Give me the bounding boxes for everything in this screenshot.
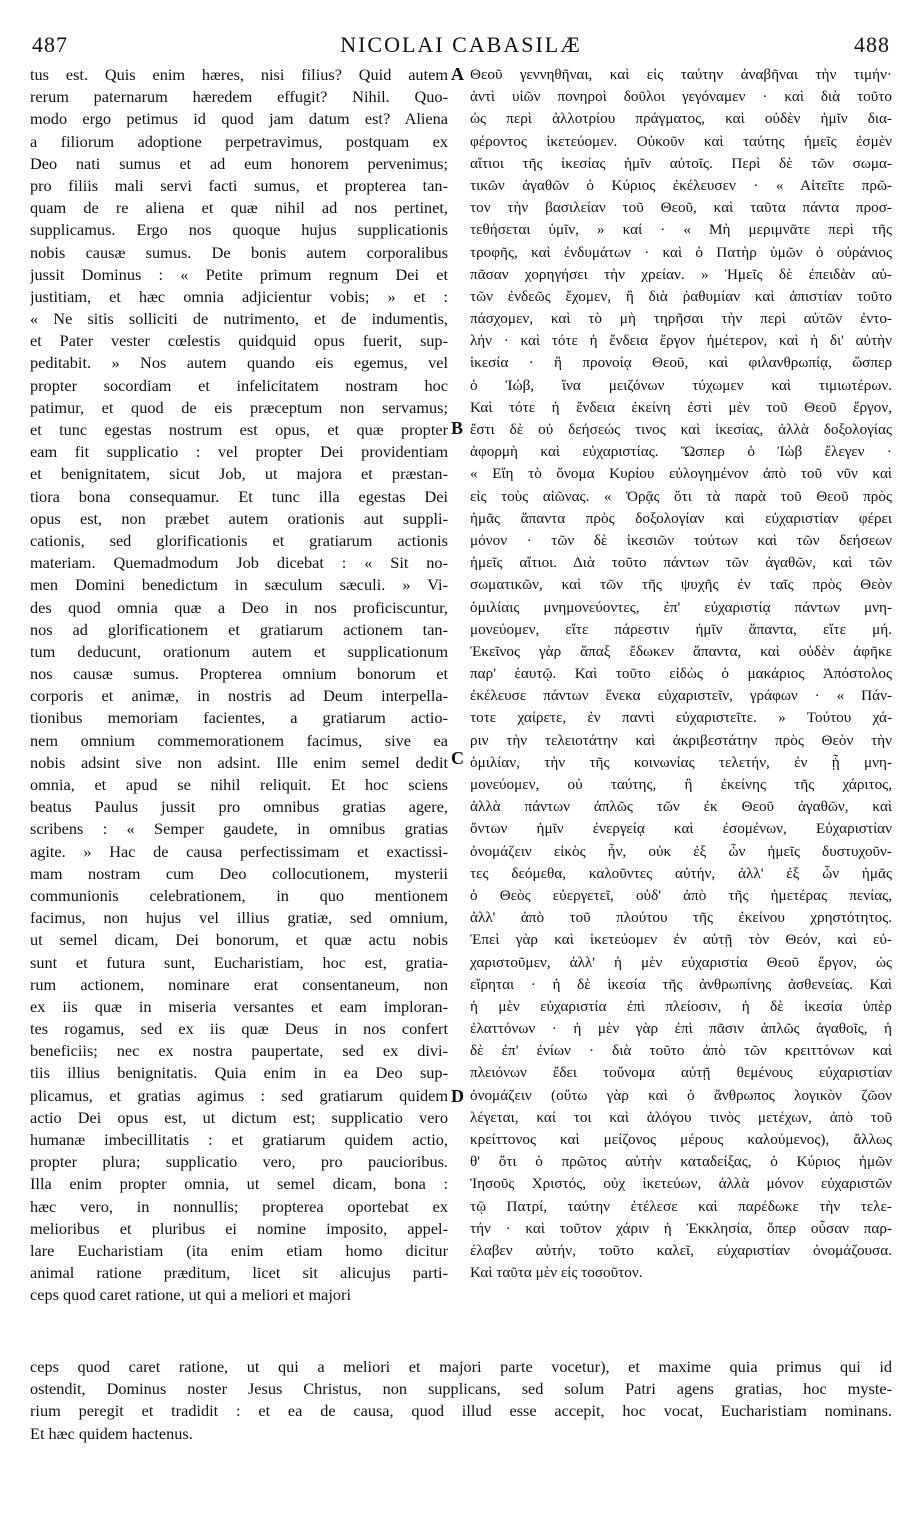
latin-text-line: patimur, et quod de eis præceptum non servamus; — [30, 397, 448, 417]
latin-text-line: actio Dei opus est, ut dictum est; supplicatio vero — [30, 1107, 448, 1127]
page-number-left: 487 — [32, 32, 68, 57]
page-header — [30, 32, 892, 62]
greek-text-line: τροφῆς, καὶ ἐνδυμάτων · καὶ ὁ Πατὴρ ὑμῶν ὁ οὐράνιος — [470, 243, 892, 261]
latin-text-line: a filiorum adoptione perpetravimus, postquam ex — [30, 131, 448, 151]
greek-text-line: πάσχομεν, καὶ τὸ μὴ τηρῆσαι τὴν περὶ αὐτῶν ἐντο- — [470, 310, 892, 328]
latin-text-line: nobis adsint sive non adsint. Ille enim semel dedit — [30, 752, 448, 772]
latin-text-line: lare Eucharistiam (ita enim etiam homo dicitur — [30, 1240, 448, 1260]
bottom-text-line: ceps quod caret ratione, ut qui a meliori et majori parte vocetur), et maxime quia primus qui id — [30, 1357, 892, 1376]
greek-text-line: ἡ μὲν εὐχαριστία ἐπὶ πλείοσιν, ἡ δὲ ἱκεσία ὑπὲρ — [470, 997, 892, 1015]
greek-text-line: τῶν ἐνδεῶς ἔχομεν, ἢ διὰ ῥαθυμίαν καὶ ἀπιστίαν τοῦτο — [470, 287, 892, 305]
greek-text-line: ὁμιλίαις μνημονεύοντες, ἐπ' εὐχαριστίᾳ πάντων μνη- — [470, 598, 892, 616]
section-marker-a: A — [451, 64, 464, 84]
greek-text-line: Ἐκεῖνος γὰρ ἅπαξ ἔδωκεν ἅπαντα, καὶ οὐδὲν ἀφῆκε — [470, 642, 892, 660]
greek-text-line: Καὶ ταῦτα μὲν εἰς τοσοῦτον. — [470, 1264, 643, 1282]
latin-text-line: opus est, non præbet autem orationis aut suppli- — [30, 508, 448, 528]
greek-text-line: δὲ ἐπ' ἐνίων · διὰ τοῦτο ἀπὸ τῶν κρειττόνων καὶ — [470, 1042, 892, 1060]
latin-text-line: justitiam, et hæc omnia adjicientur vobis; » et : — [30, 286, 448, 306]
greek-text-line: ἀντὶ υἱῶν πονηροὶ δοῦλοι γεγόναμεν · καὶ διὰ τοῦτο — [470, 88, 892, 106]
greek-text-line: εἴρηται · ἡ δὲ ἱκεσία τῆς ἀνθρωπίνης ἀσθενείας. Καὶ — [470, 975, 892, 993]
greek-text-line: ἀφορμὴ καὶ εὐχαριστίας. Ὥσπερ ὁ Ἰὼβ ἔλεγεν · — [470, 443, 892, 461]
greek-text-line: Ἐπεὶ γὰρ καὶ ἱκετεύομεν ἐν αὐτῇ τὸν Θεόν, καὶ εὐ- — [470, 931, 892, 949]
greek-column — [470, 64, 892, 1284]
greek-text-line: ὄντων ἡμῖν ἐνεργείᾳ καὶ ἐσομένων, Εὐχαριστίαν — [470, 820, 892, 838]
greek-text-line: Θεοῦ γεννηθῆναι, καὶ εἰς ταύτην ἀναβῆναι τὴν τιμήν· — [470, 66, 892, 83]
greek-text-line: Καὶ τότε ἡ ἔνδεια ἐκείνη ἐστὶ μὲν τοῦ Θεοῦ ἔργον, — [470, 398, 892, 416]
greek-text-line: ὁ Ἰώβ, ἵνα μειζόνων τύχωμεν καὶ τιμιωτέρων. — [470, 376, 892, 394]
greek-text-line: Ἰησοῦς Χριστός, οὐχ ἱκετεύων, ἀλλὰ μόνον εὐχαριστῶν — [470, 1175, 892, 1193]
latin-text-line: beneficiis; nec ex nostra paupertate, sed ex divi- — [30, 1041, 448, 1061]
latin-text-line: et tunc egestas nostrum est opus, et quæ propter — [30, 420, 448, 439]
greek-text-line: « Εἴη τὸ ὄνομα Κυρίου εὐλογημένον ἀπὸ τοῦ νῦν καὶ — [470, 465, 892, 483]
greek-text-line: ἡμεῖς αἴτιοι. Διὰ τοῦτο πάντων τῶν ἀγαθῶν, καὶ τῶν — [470, 554, 892, 572]
latin-text-line: nos ad glorificationem et gratiarum actionem tan- — [30, 619, 448, 639]
section-marker-d: D — [451, 1086, 464, 1106]
latin-text-line: supplicamus. Ergo nos quoque hujus supplicationis — [30, 220, 448, 240]
greek-text-line: ἀλλ' ἀπὸ τοῦ πλούτου τῆς ἐκείνου χρηστότητος. — [470, 909, 892, 927]
latin-text-line: humanæ imbecillitatis : et gratiarum quidem actio, — [30, 1130, 448, 1149]
latin-text-line: tus est. Quis enim hæres, nisi filius? Quid autem — [30, 65, 448, 84]
latin-text-line: hæc vero, in nonnullis; propterea oportebat ex — [30, 1196, 448, 1216]
bottom-text-line: ostendit, Dominus noster Jesus Christus, non supplicans, sed solum Patri agens gratias, hoc myste- — [30, 1379, 892, 1399]
latin-text-line: jussit Dominus : « Petite primum regnum Dei et — [30, 264, 448, 284]
greek-text-line: ἀλλὰ πάντων ἁπλῶς τῶν ἐκ Θεοῦ ἀγαθῶν, καὶ — [470, 798, 892, 816]
latin-text-line: tum deducunt, orationum autem et supplicationum — [30, 641, 448, 661]
latin-text-line: « Ne sitis solliciti de nutrimento, et de indumentis, — [30, 309, 448, 329]
greek-text-line: σωματικῶν, καὶ τῶν τῆς ψυχῆς ἐν ταῖς πρὸς Θεὸν — [470, 576, 892, 594]
latin-text-line: agite. » Hac de causa perfectissimam et exactissi- — [30, 841, 448, 861]
latin-text-line: scribens : « Semper gaudete, in omnibus gratias — [30, 819, 448, 839]
greek-text-line: μονεύομεν, οὐ ταύτης, ἢ ἐκείνης τῆς χάριτος, — [470, 776, 892, 793]
greek-text-line: τικῶν ἀγαθῶν ὁ Κύριος ἐκέλευσεν · « Αἰτεῖτε πρῶ- — [470, 176, 892, 194]
greek-text-line: αἴτιοι τῆς ἱκεσίας ἡμῖν αὐτοῖς. Περὶ δὲ τῶν σωμα- — [470, 154, 892, 172]
latin-text-line: ceps quod caret ratione, ut qui a meliori et majori — [30, 1285, 351, 1305]
greek-text-line: ἡμᾶς ἅπαντα πρὸς δοξολογίαν καὶ εὐχαριστίαν φέρει — [470, 509, 892, 527]
latin-text-line: des quod omnia quæ a Deo in nos proficiscuntur, — [30, 597, 448, 617]
greek-text-line: φέροντος ἱκετεύομεν. Οὐκοῦν καὶ ταύτης ἡμεῖς ἐσμὲν — [470, 132, 892, 150]
greek-text-line: μονεύομεν, εἴτε πάρεστιν ἡμῖν ἅπαντα, εἴτε μή. — [470, 620, 892, 638]
greek-text-line: τες δεόμεθα, καλοῦντες αὐτήν, ἀλλ' ἐξ ὧν ἡμᾶς — [470, 864, 892, 882]
greek-text-line: κρείττονος καὶ μείζονος μέρους καλούμενος), ἄλλως — [470, 1131, 892, 1148]
greek-text-line: λέγεται, καί τοι καὶ ἀλόγου τινὸς μετέχων, ἀπὸ τοῦ — [470, 1108, 892, 1126]
bottom-fullwidth-text — [30, 1356, 892, 1445]
latin-text-line: omnia, et apud se nihil reliquit. Et hoc sciens — [30, 775, 448, 794]
greek-text-line: ἐκέλευσε πάντων ἕνεκα εὐχαριστεῖν, γράφων · « Πάν- — [470, 687, 892, 705]
latin-text-line: nos causæ sumus. Propterea omnium bonorum et — [30, 664, 448, 684]
latin-text-line: et benignitatem, sicut Job, ut majora et præstan- — [30, 464, 448, 484]
latin-text-line: propter socordiam et infelicitatem nostram hoc — [30, 375, 448, 395]
latin-text-line: Illa enim propter omnia, ut semel dicam, bona : — [30, 1174, 448, 1194]
latin-text-line: propter plura; supplicatio vero, pro paucioribus. — [30, 1152, 448, 1172]
greek-text-line: ὁμιλίαν, τὴν τῆς κοινωνίας τελετήν, ἐν ᾗ μνη- — [470, 753, 892, 771]
greek-text-line: ριν τὴν τελειοτάτην καὶ ἀκριβεστάτην πρὸς Θεὸν τὴν — [470, 731, 892, 749]
latin-text-line: tes rogamus, sed ex iis quæ Deus in nos confert — [30, 1019, 448, 1039]
latin-text-line: quam de re aliena et quæ nihil ad nos pertinet, — [30, 198, 448, 218]
section-marker-b: B — [451, 418, 464, 438]
latin-text-line: facimus, non hujus vel illius gratiæ, sed omnium, — [30, 908, 448, 928]
latin-text-line: ex iis quæ in miseria versantes et eam imploran- — [30, 996, 448, 1016]
bottom-text-line: rium peregit et tradidit : et ea de causa, quod illud esse accepit, hoc vocat, Eucharistiam nominans. — [30, 1401, 892, 1421]
greek-text-line: θ' ὅτι ὁ πρῶτος αὐτὴν καταδείξας, ὁ Κύριος ἡμῶν — [470, 1153, 892, 1171]
latin-text-line: men Domini benedictum in sæculum sæculi. » Vi- — [30, 575, 448, 595]
greek-text-line: τεθήσεται ὑμῖν, » καί · « Μὴ μεριμνᾶτε περὶ τῆς — [470, 221, 892, 239]
latin-text-line: animal ratione præditum, licet sit alicujus parti- — [30, 1263, 448, 1283]
greek-text-line: έλαβεν αὐτήν, τοῦτο καλεῖ, εὐχαριστίαν ὀνομάζουσα. — [470, 1241, 892, 1259]
latin-text-line: mam nostram cum Deo collocutionem, mysterii — [30, 863, 448, 883]
greek-text-line: ἔστι δὲ οὐ δεήσεώς τινος καὶ ἱκεσίας, ἀλλὰ δοξολογίας — [470, 421, 892, 438]
latin-text-line: tiora bona consequamur. Et tunc illa egestas Dei — [30, 486, 448, 506]
running-title: NICOLAI CABASILÆ — [340, 32, 582, 57]
greek-text-line: ὀνομάζειν εἰκὸς ἦν, οὐκ ἐξ ὧν ἡμεῖς δυστυχοῦν- — [470, 842, 892, 860]
latin-text-line: pro filiis mali servi facti sumus, et propterea tan- — [30, 175, 448, 195]
greek-text-line: εἰς τοὺς αἰῶνας. « Ὁρᾷς ὅτι τὰ παρὰ τοῦ Θεοῦ πρὸς — [470, 487, 892, 505]
greek-text-line: ἱκεσία · ἢ προνοίᾳ Θεοῦ, καὶ φιλανθρωπίᾳ, ὥσπερ — [470, 354, 892, 372]
latin-text-line: eam fit supplicatio : vel propter Dei providentiam — [30, 442, 448, 462]
latin-text-line: plicamus, et gratias agimus : sed gratiarum quidem — [30, 1085, 448, 1105]
greek-text-line: ὀνομάζειν (οὕτω γὰρ καὶ ὁ ἄνθρωπος λογικὸν ζῶον — [470, 1086, 892, 1104]
greek-text-line: πλειόνων ἔδει τοὔνομα αὐτῇ θεμένους εὐχαριστίαν — [470, 1064, 892, 1082]
greek-text-line: ὁ Θεὸς εὐεργετεῖ, οὐδ' ἀπὸ τῆς ἡμετέρας πενίας, — [470, 886, 892, 904]
latin-text-line: sunt et futura sunt, Eucharistiam, hoc est, gratia- — [30, 952, 448, 972]
greek-text-line: μόνον · τῶν δὲ ἱκεσιῶν τούτων καὶ τῶν δεήσεων — [470, 531, 892, 549]
latin-text-line: beatus Paulus jussit pro omnibus gratias agere, — [30, 797, 448, 817]
greek-text-line: ἐλαττόνων · ἡ μὲν γὰρ ἐπὶ πᾶσιν ἁπλῶς ἀγαθοῖς, ἡ — [470, 1020, 892, 1038]
greek-text-line: τήν · καὶ τοῦτον χάριν ἡ Ἐκκλησία, ὅπερ οὖσαν παρ- — [470, 1219, 892, 1237]
latin-text-line: rerum paternarum hæredem effugit? Nihil. Quo- — [30, 87, 448, 107]
latin-text-line: tionibus memoriam facientes, a gratiarum actio- — [30, 708, 448, 728]
greek-text-line: πᾶσαν χορηγήσει τὴν χρείαν. » Ἡμεῖς δὲ ἐπειδὰν αὐ- — [470, 265, 892, 283]
greek-text-line: τῷ Πατρί, ταύτην ἐτέλεσε καὶ παρέδωκε τὴν τελε- — [470, 1197, 892, 1215]
latin-text-line: et Pater vester cœlestis quidquid opus fuerit, sup- — [30, 331, 448, 351]
latin-text-line: materiam. Quemadmodum Job dicebat : « Sit no- — [30, 553, 448, 573]
latin-text-line: Deo nati sumus et ad eum honorem pervenimus; — [30, 153, 448, 173]
greek-text-line: λήν · καὶ τότε ἡ ἔνδεια ἔργον ἡμέτερον, καὶ ἡ δι' αὐτὴν — [470, 332, 892, 350]
latin-text-line: rum actionem, nominare erat consentaneum, non — [30, 974, 448, 994]
latin-text-line: tiis illius benignitatis. Quia enim in ea Deo sup- — [30, 1063, 448, 1083]
bottom-text-line: Et hæc quidem hactenus. — [30, 1423, 193, 1443]
greek-text-line: τοτε χαίρετε, ἐν παντὶ εὐχαριστεῖτε. » Τούτου χά- — [470, 709, 892, 727]
latin-text-line: peditabit. » Nos autem quando eis egemus, vel — [30, 353, 448, 373]
latin-text-line: corporis et animæ, in nostris ad Deum interpella- — [30, 686, 448, 706]
latin-text-line: ut semel dicam, Dei bonorum, et quæ actu nobis — [30, 930, 448, 950]
latin-text-line: nobis causæ sumus. De bonis autem corporalibus — [30, 242, 448, 262]
page-number-right: 488 — [854, 32, 890, 57]
latin-text-line: communionis celebrationem, in quo mentionem — [30, 885, 448, 905]
greek-text-line: παρ' ἑαυτῷ. Καὶ τοῦτο εἰδὼς ὁ μακάριος Ἀπόστολος — [470, 665, 892, 683]
latin-text-line: modo ergo petimus id quod jam datum est? Aliena — [30, 109, 448, 129]
latin-text-line: nem omnium commemorationem facimus, sive ea — [30, 730, 448, 750]
latin-text-line: cationis, sed glorificationis et gratiarum actionis — [30, 530, 448, 550]
latin-text-line: melioribus et pluribus ei nomine imposito, appel- — [30, 1218, 448, 1238]
latin-column — [30, 64, 448, 1307]
greek-text-line: ὡς περὶ ἀλλοτρίου πράγματος, καὶ οὐδὲν ἡμῖν δια- — [470, 110, 892, 128]
section-marker-c: C — [451, 748, 464, 768]
greek-text-line: χαριστοῦμεν, ἀλλ' ἡ μὲν εὐχαριστία Θεοῦ ἔργον, ὡς — [470, 953, 892, 971]
greek-text-line: τον τὴν βασιλείαν τοῦ Θεοῦ, καὶ ταῦτα πάντα προσ- — [470, 199, 892, 217]
